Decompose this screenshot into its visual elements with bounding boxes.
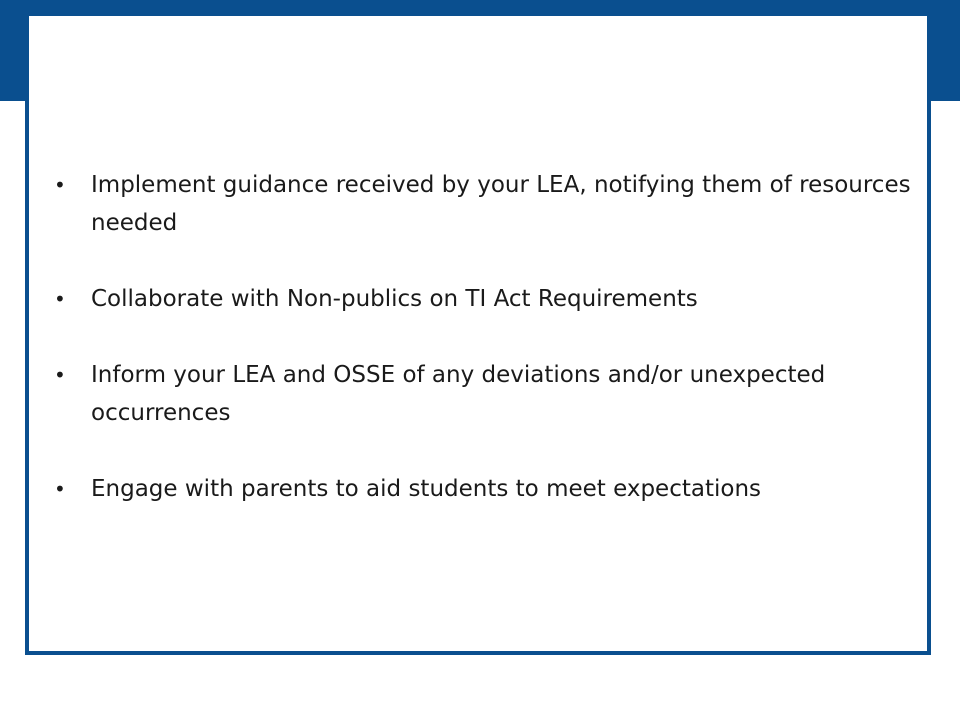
bullet-item — [54, 356, 924, 432]
bullet-item — [54, 280, 924, 318]
bullet-text: Inform your LEA and OSSE of any deviations and/or unexpected occurrences — [91, 362, 826, 426]
bullet-text: Implement guidance received by your LEA, notifying them of resources needed — [91, 172, 911, 236]
bullet-text: Engage with parents to aid students to meet expectations — [91, 476, 762, 502]
bullet-list — [54, 166, 924, 546]
bullet-icon: • — [54, 477, 66, 501]
bullet-item — [54, 470, 924, 508]
bullet-icon: • — [54, 363, 66, 387]
bullet-text: Collaborate with Non-publics on TI Act Requirements — [91, 286, 698, 312]
bullet-icon: • — [54, 173, 66, 197]
bullet-icon: • — [54, 287, 66, 311]
bullet-item — [54, 166, 924, 242]
